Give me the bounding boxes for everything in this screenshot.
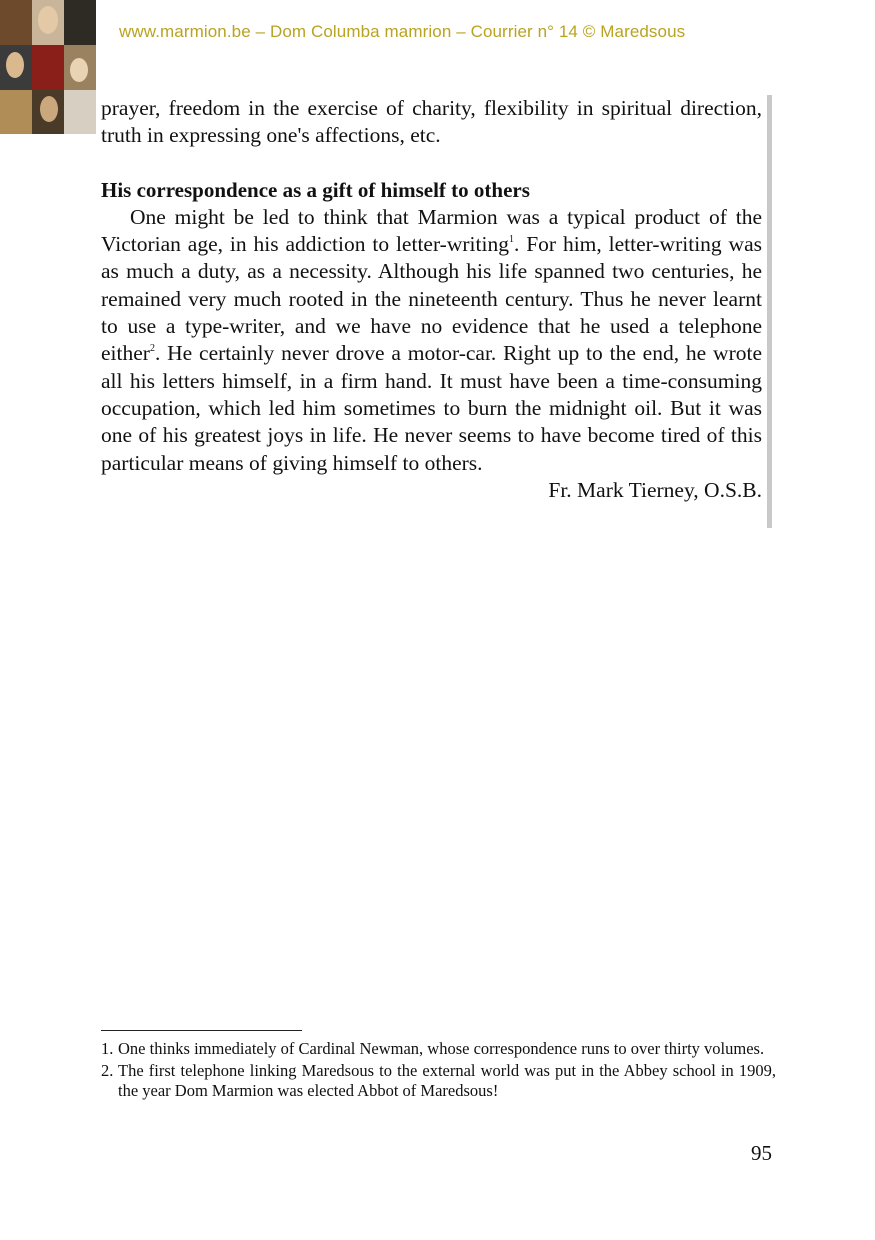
author-signature: Fr. Mark Tierney, O.S.B. bbox=[548, 477, 762, 502]
article-body bbox=[101, 95, 762, 504]
body-paragraph bbox=[101, 204, 762, 477]
body-text-part2: . For him, letter-writing was as much a duty, as a necessity. Although his life spanned two centuries, he remained very much rooted in the nineteenth century. Thus he never learnt to use a type-writer, and we have no evidence that he used a telephone either bbox=[101, 232, 762, 366]
footnote-reference-1[interactable]: 1 bbox=[508, 234, 514, 246]
footnote-item bbox=[101, 1039, 776, 1060]
footnote-item bbox=[101, 1061, 776, 1102]
footnote-text: One thinks immediately of Cardinal Newman, whose correspondence runs to over thirty volumes. bbox=[118, 1039, 765, 1058]
running-header: www.marmion.be – Dom Columba mamrion – Courrier n° 14 © Maredsous bbox=[119, 22, 686, 41]
footnote-reference-2[interactable]: 2 bbox=[149, 343, 155, 355]
footnote-text: The first telephone linking Maredsous to the external world was put in the Abbey school in 1909, the year Dom Marmion was elected Abbot of Maredsous! bbox=[118, 1060, 776, 1100]
footnote-number: 1. bbox=[101, 1039, 114, 1058]
section-heading: His correspondence as a gift of himself to others bbox=[101, 177, 530, 202]
footnote-separator bbox=[101, 1030, 302, 1031]
body-text-part3: . He certainly never drove a motor-car. Right up to the end, he wrote all his letters himself, in a firm hand. It must have been a time-consuming occupation, which led him sometimes to burn the midnight oil. But it was one of his greatest joys in life. He never seems to have become tired of this particular means of giving himself to others. bbox=[101, 341, 762, 475]
portrait-collage-image bbox=[0, 0, 96, 134]
footnotes-list bbox=[101, 1039, 776, 1103]
sidebar-vertical-rule bbox=[767, 95, 772, 528]
paragraph-spacer bbox=[101, 150, 762, 177]
opening-paragraph: prayer, freedom in the exercise of charity, flexibility in spiritual direction, truth in expressing one's affections, etc. bbox=[101, 96, 762, 148]
footnote-number: 2. bbox=[101, 1060, 114, 1080]
page-number: 95 bbox=[751, 1141, 772, 1165]
body-text-part1: One might be led to think that Marmion was a typical product of the Victorian age, in his addiction to letter-writing bbox=[101, 204, 762, 257]
